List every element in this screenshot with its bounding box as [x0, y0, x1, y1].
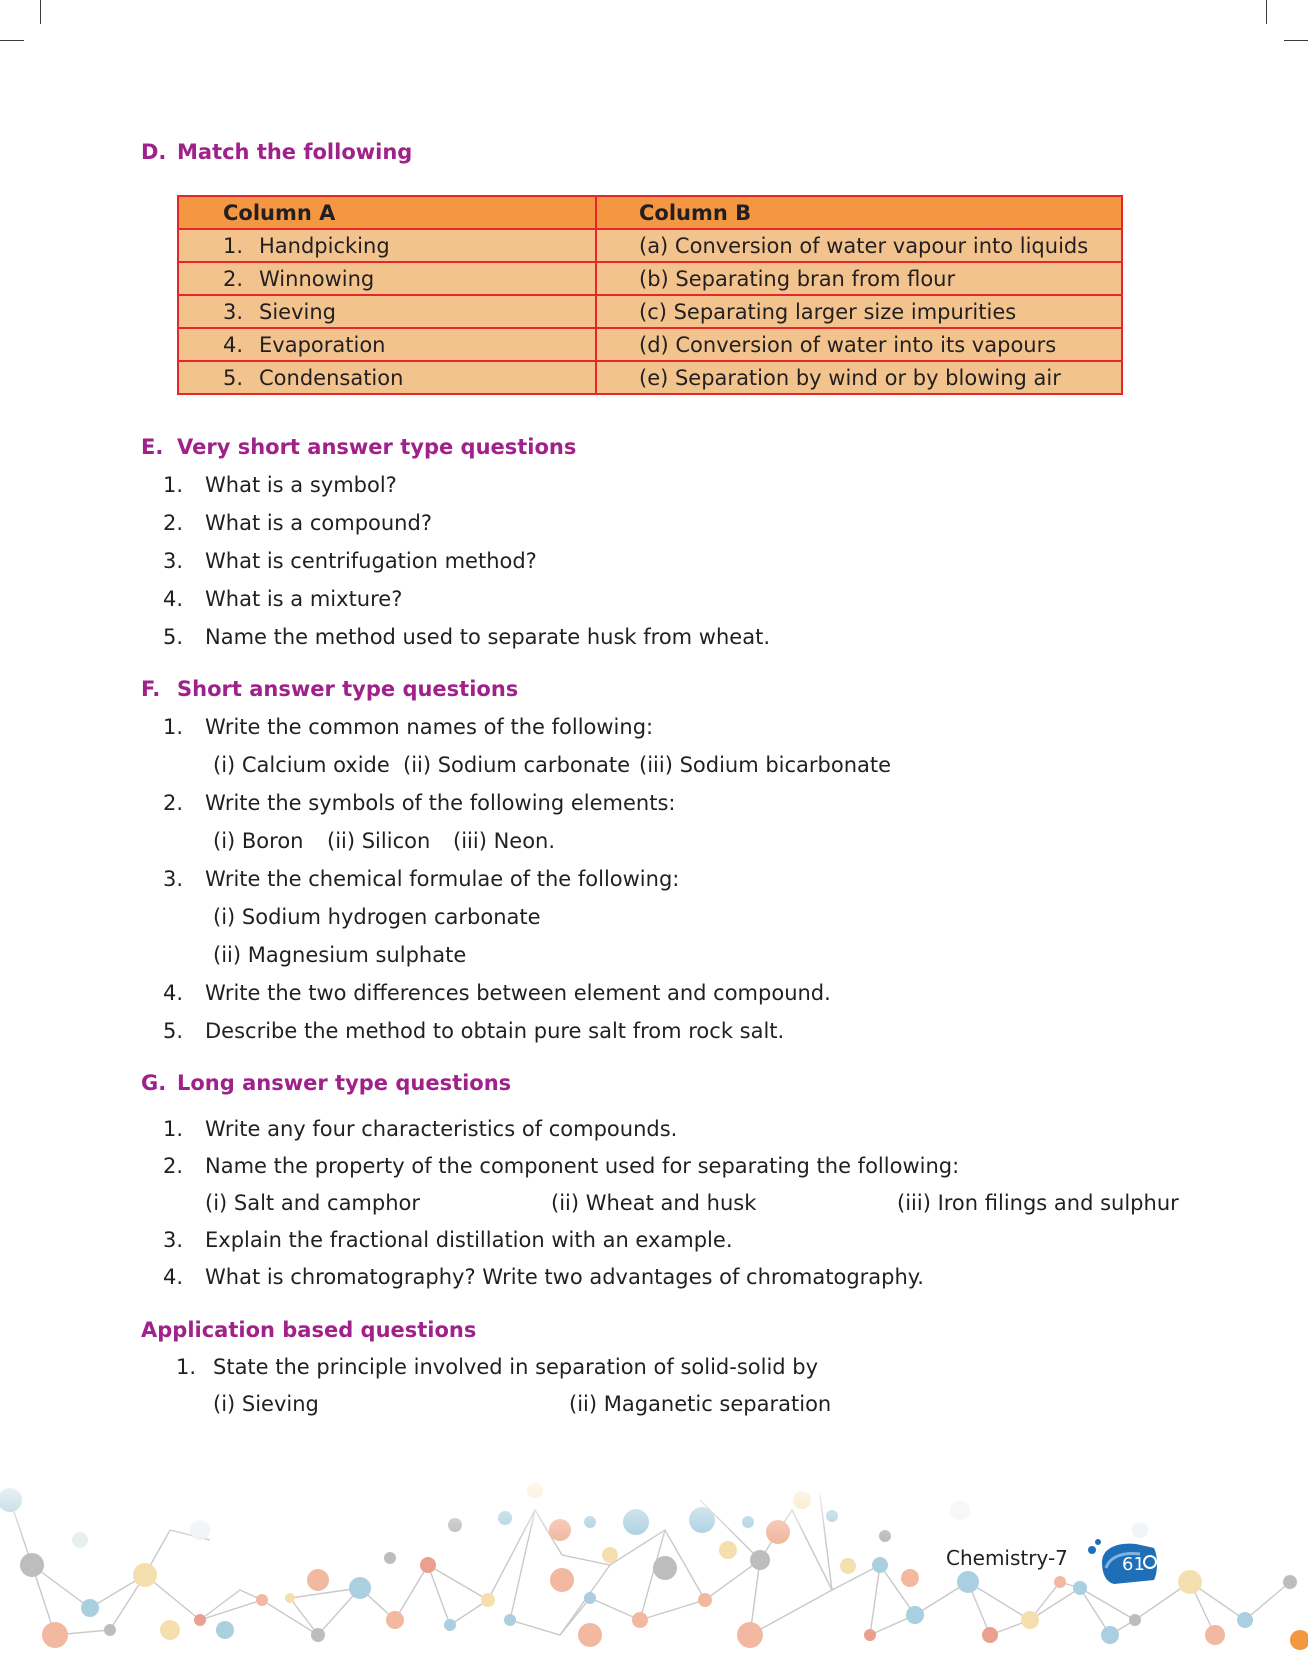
section-d-letter: D. [141, 140, 167, 164]
column-a-text: Handpicking [259, 233, 390, 258]
section-f-letter: F. [141, 677, 161, 701]
row-number: 1. [223, 233, 244, 258]
column-b-header: Column B [596, 196, 1122, 229]
column-b-cell: (a) Conversion of water vapour into liquids [596, 229, 1122, 262]
crop-mark-top-right-vertical [1266, 0, 1267, 24]
column-a-cell [178, 262, 596, 295]
bubble-decoration [1088, 1546, 1096, 1554]
question-number: 2. [163, 791, 184, 815]
sub-item: (i) Sodium hydrogen carbonate [213, 905, 541, 929]
sub-item: (i) Boron [213, 829, 304, 853]
sub-item: (iii) Sodium bicarbonate [639, 753, 892, 777]
question-number: 2. [163, 1154, 184, 1178]
question-number: 5. [163, 1019, 184, 1043]
question-text: Name the method used to separate husk from wheat. [205, 625, 770, 649]
crop-mark-top-left-vertical [40, 0, 41, 24]
question-text: Name the property of the component used for separating the following: [205, 1154, 960, 1178]
question-text: Write the two differences between element and compound. [205, 981, 831, 1005]
column-a-cell [178, 328, 596, 361]
question-number: 4. [163, 981, 184, 1005]
question-text: Write the common names of the following: [205, 715, 654, 739]
question-text: State the principle involved in separation of solid-solid by [213, 1355, 819, 1379]
sub-item: (iii) Iron filings and sulphur [897, 1191, 1179, 1215]
question-number: 3. [163, 1228, 184, 1252]
question-number: 3. [163, 549, 184, 573]
sub-item: (i) Calcium oxide [213, 753, 390, 777]
sub-item: (i) Salt and camphor [205, 1191, 421, 1215]
application-heading [141, 1317, 476, 1343]
question-number: 4. [163, 587, 184, 611]
column-b-cell: (e) Separation by wind or by blowing air [596, 361, 1122, 394]
section-e-title: Very short answer type questions [177, 435, 577, 459]
column-a-cell [178, 229, 596, 262]
match-table-header-row [178, 196, 1122, 229]
sub-item: (ii) Sodium carbonate [403, 753, 631, 777]
match-table [177, 195, 1123, 395]
section-f-title: Short answer type questions [177, 677, 519, 701]
row-number: 5. [223, 365, 244, 390]
section-e-heading [141, 434, 576, 460]
table-row [178, 229, 1122, 262]
question-text: Write the symbols of the following elements: [205, 791, 676, 815]
column-a-cell [178, 361, 596, 394]
sub-item: (ii) Silicon [327, 829, 431, 853]
question-number: 1. [176, 1355, 197, 1379]
table-row [178, 361, 1122, 394]
sub-item: (ii) Magnesium sulphate [213, 943, 467, 967]
question-text: What is a compound? [205, 511, 432, 535]
page-number: 61 [1122, 1554, 1145, 1575]
crop-mark-top-left-horizontal [0, 40, 24, 41]
sub-item: (ii) Wheat and husk [551, 1191, 757, 1215]
column-a-text: Sieving [259, 299, 336, 324]
crop-mark-top-right-horizontal [1284, 40, 1308, 41]
question-number: 1. [163, 1117, 184, 1141]
subject-label: Chemistry-7 [946, 1546, 1068, 1570]
question-number: 4. [163, 1265, 184, 1289]
column-a-text: Condensation [259, 365, 404, 390]
column-b-cell: (c) Separating larger size impurities [596, 295, 1122, 328]
question-text: Write the chemical formulae of the following: [205, 867, 680, 891]
question-number: 2. [163, 511, 184, 535]
section-f-heading [141, 676, 518, 702]
question-text: What is a mixture? [205, 587, 403, 611]
row-number: 2. [223, 266, 244, 291]
column-b-cell: (b) Separating bran from flour [596, 262, 1122, 295]
column-b-cell: (d) Conversion of water into its vapours [596, 328, 1122, 361]
bubble-decoration [1095, 1539, 1101, 1545]
section-g-heading [141, 1070, 511, 1096]
question-text: What is centrifugation method? [205, 549, 537, 573]
question-text: What is chromatography? Write two advantages of chromatography. [205, 1265, 924, 1289]
table-row [178, 328, 1122, 361]
question-number: 1. [163, 715, 184, 739]
section-g-title: Long answer type questions [177, 1071, 512, 1095]
column-a-cell [178, 295, 596, 328]
question-number: 5. [163, 625, 184, 649]
row-number: 4. [223, 332, 244, 357]
question-text: Describe the method to obtain pure salt from rock salt. [205, 1019, 785, 1043]
question-number: 1. [163, 473, 184, 497]
sub-item: (ii) Maganetic separation [569, 1392, 832, 1416]
section-e-letter: E. [141, 435, 164, 459]
sub-item: (i) Sieving [213, 1392, 319, 1416]
question-text: Explain the fractional distillation with an example. [205, 1228, 733, 1252]
row-number: 3. [223, 299, 244, 324]
section-g-letter: G. [141, 1071, 167, 1095]
page-number-badge [1084, 1538, 1160, 1590]
question-text: Write any four characteristics of compounds. [205, 1117, 678, 1141]
table-row [178, 295, 1122, 328]
sub-item: (iii) Neon. [453, 829, 556, 853]
column-a-header: Column A [178, 196, 596, 229]
application-title: Application based questions [141, 1318, 477, 1342]
section-d-title: Match the following [177, 140, 413, 164]
column-a-text: Winnowing [259, 266, 375, 291]
section-d-heading [141, 139, 412, 165]
table-row [178, 262, 1122, 295]
column-a-text: Evaporation [259, 332, 386, 357]
question-number: 3. [163, 867, 184, 891]
question-text: What is a symbol? [205, 473, 397, 497]
